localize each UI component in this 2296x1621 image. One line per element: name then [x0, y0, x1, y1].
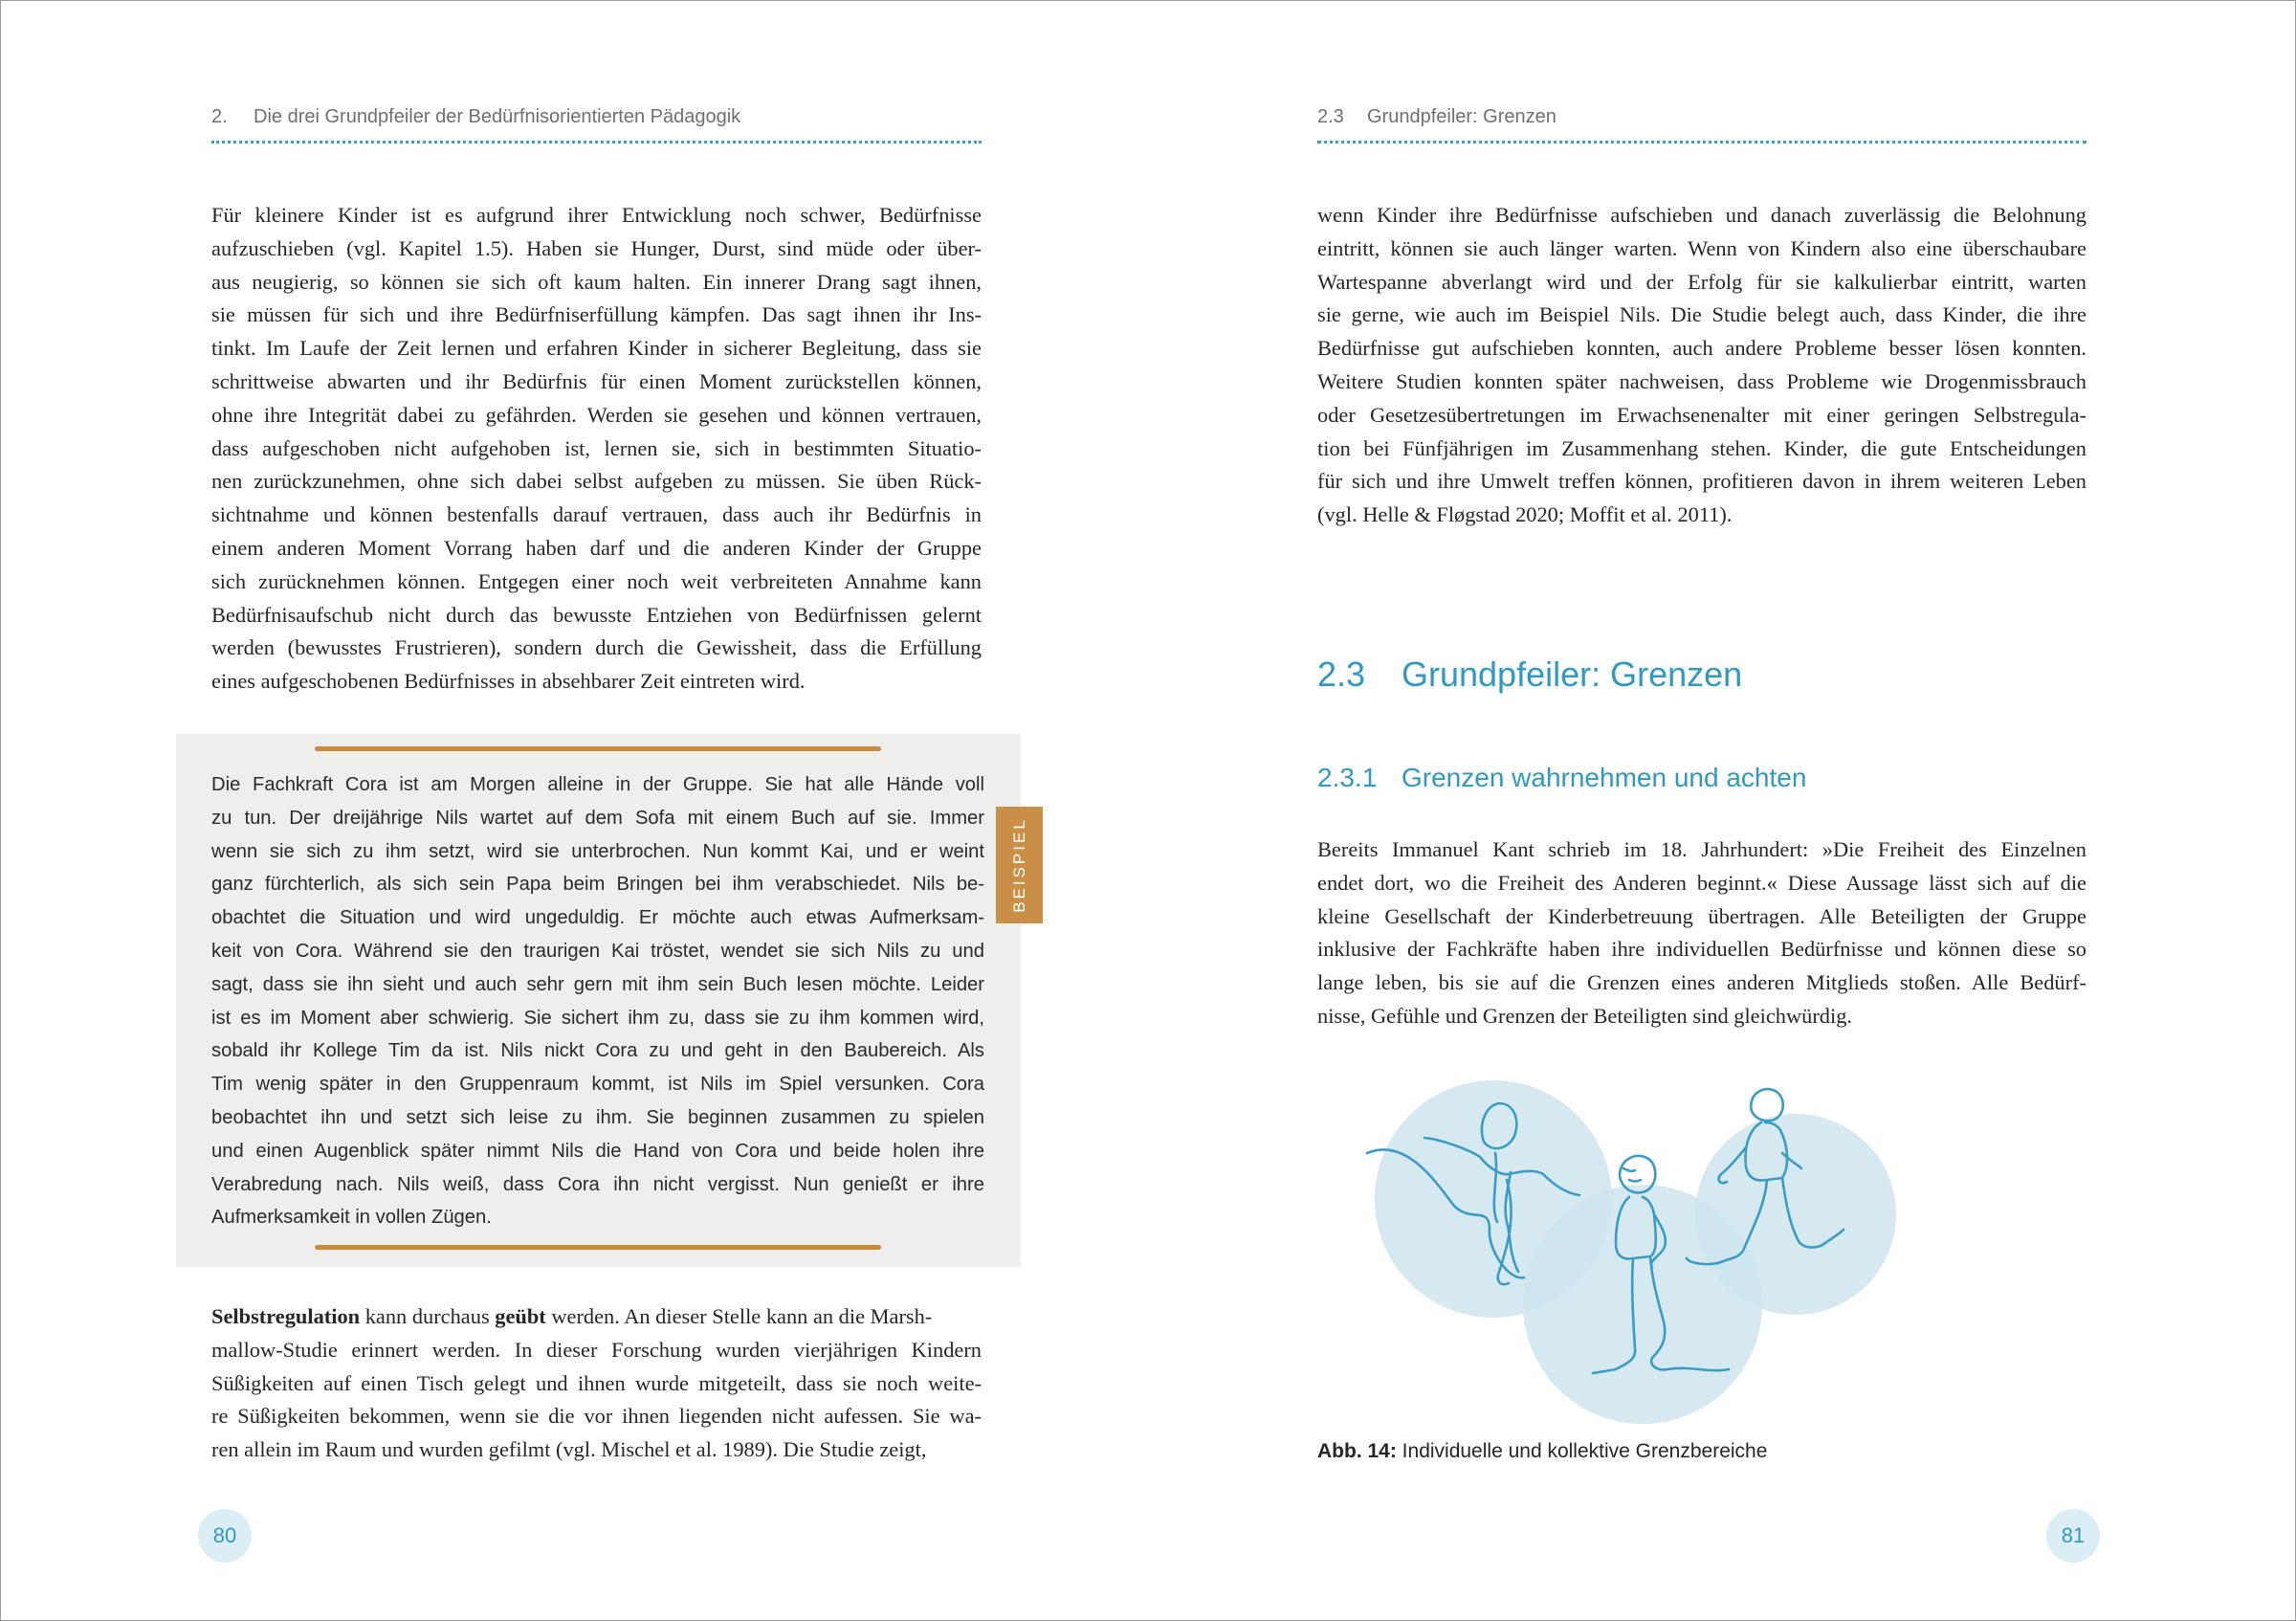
right-page — [1149, 1, 2295, 1620]
text-line: Die Fachkraft Cora ist am Morgen alleine in der Gruppe. Sie hat alle Hände voll — [211, 774, 984, 795]
running-head-title: Die drei Grundpfeiler der Bedürfnisorientierten Pädagogik — [254, 106, 741, 127]
text-line: keit von Cora. Während sie den traurigen Kai tröstet, wendet sie sich Nils zu und — [211, 940, 984, 962]
text-line: ohne ihre Integrität dabei zu gefährden. Werden sie gesehen und können vertrauen, — [211, 402, 982, 427]
text-lines — [1317, 833, 2086, 1033]
text-line: Wartespanne abverlangt wird und der Erfolg für sie kalkulierbar eintritt, warten — [1317, 269, 2086, 294]
text-line: wenn sie sich zu ihm setzt, wird sie unterbrochen. Nun kommt Kai, und er weint — [211, 840, 984, 862]
running-head-number: 2.3 — [1317, 106, 1344, 127]
page-number-text: 80 — [212, 1523, 237, 1547]
body-paragraph — [1317, 199, 2086, 532]
section-title: Grundpfeiler: Grenzen — [1402, 655, 1743, 694]
text-line: Bereits Immanuel Kant schrieb im 18. Jahrhundert: »Die Freiheit des Einzelnen — [1317, 837, 2086, 861]
figure-caption-text: Individuelle und kollektive Grenzbereiche — [1396, 1440, 1768, 1462]
text-line: Aufmerksamkeit in vollen Zügen. — [211, 1207, 492, 1229]
example-tab-label: BEISPIEL — [1009, 817, 1028, 913]
subsection-title: Grenzen wahrnehmen und achten — [1402, 763, 1807, 792]
paragraph-first-line — [211, 1300, 982, 1334]
page-number — [198, 1509, 252, 1563]
left-page — [1, 1, 1148, 1620]
running-head-title: Grundpfeiler: Grenzen — [1367, 106, 1556, 127]
text-line: nen zurückzunehmen, ohne sich dabei selbst aufgeben zu müssen. Sie üben Rück- — [211, 469, 982, 494]
text-lines — [211, 1334, 982, 1467]
text-line: sichtnahme und können bestenfalls darauf vertrauen, dass auch ihr Bedürfnis in — [211, 502, 982, 527]
text-line: tinkt. Im Laufe der Zeit lernen und erfahren Kinder in sicherer Begleitung, dass sie — [211, 336, 982, 361]
text-line: Für kleinere Kinder ist es aufgrund ihrer Entwicklung noch schwer, Bedürfnisse — [211, 203, 982, 227]
text-lines — [1317, 199, 2086, 532]
text-lines — [211, 199, 982, 699]
text-line: aus neugierig, so können sie sich oft kaum halten. Ein innerer Drang sagt ihnen, — [211, 269, 982, 294]
running-head-number: 2. — [211, 106, 228, 127]
text-line: kleine Gesellschaft der Kinderbetreuung übertragen. Alle Beteiligten der Gruppe — [1317, 903, 2086, 928]
text-line: eintritt, können sie auch länger warten. Wenn von Kindern also eine überschaubare — [1317, 235, 2086, 260]
text-line: zu tun. Der dreijährige Nils wartet auf dem Sofa mit einem Buch auf sie. Immer — [211, 807, 984, 829]
body-paragraph-2 — [1317, 833, 2086, 1033]
text-line: ist es im Moment aber schwierig. Sie sichert ihm zu, dass sie zu ihm kommen wird, — [211, 1007, 984, 1029]
text-line: Süßigkeiten auf einen Tisch gelegt und ihnen wurde mitgeteilt, dass sie noch weite- — [211, 1370, 982, 1395]
text-line: sich zurücknehmen können. Entgegen einer noch weit verbreiteten Annahme kann — [211, 568, 982, 593]
text-line: sie gerne, wie auch im Beispiel Nils. Die Studie belegt auch, dass Kinder, die ihre — [1317, 302, 2086, 327]
text-line: inklusive der Fachkräfte haben ihre individuellen Bedürfnisse und können diese so — [1317, 937, 2086, 962]
text-line: endet dort, wo die Freiheit des Anderen beginnt.« Diese Aussage lässt sich auf die — [1317, 870, 2086, 895]
text-line: mallow-Studie erinnert werden. In dieser Forschung wurden vierjährigen Kindern — [211, 1337, 982, 1362]
text-line: sie müssen für sich und ihre Bedürfniserfüllung kämpfen. Das sagt ihnen ihr Ins- — [211, 302, 982, 327]
subsection-number: 2.3.1 — [1317, 763, 1378, 792]
text-line: eines aufgeschobenen Bedürfnisses in absehbarer Zeit eintreten wird. — [211, 669, 806, 694]
text-line: Verabredung nach. Nils weiß, dass Cora ihn nicht vergisst. Nun genießt er ihre — [211, 1173, 984, 1195]
example-text — [211, 768, 984, 1234]
text-line: einem anderen Moment Vorrang haben darf und die anderen Kinder der Gruppe — [211, 535, 982, 560]
page-number — [2046, 1509, 2100, 1563]
body-paragraph-2 — [211, 1300, 982, 1467]
section-heading — [1317, 655, 1742, 695]
example-top-rule — [315, 746, 881, 751]
text-line: nisse, Gefühle und Grenzen der Beteiligten sind gleichwürdig. — [1317, 1003, 1852, 1028]
text-line: tion bei Fünfjährigen im Zusammenhang stehen. Kinder, die gute Entscheidungen — [1317, 435, 2086, 460]
page-number-text: 81 — [2061, 1523, 2086, 1547]
figure-caption — [1317, 1440, 1767, 1463]
text-line: sobald ihr Kollege Tim da ist. Nils nickt Cora zu und geht in den Baubereich. Als — [211, 1040, 984, 1062]
text-line: oder Gesetzesübertretungen im Erwachsenenalter mit einer geringen Selbstregula- — [1317, 402, 2086, 427]
text-fragment: kann durchaus — [360, 1304, 496, 1328]
text-line: (vgl. Helle & Fløgstad 2020; Moffit et al. 2011). — [1317, 502, 1733, 527]
text-line: dass aufgeschoben nicht aufgehoben ist, lernen sie, sich in bestimmten Situatio- — [211, 435, 982, 460]
example-lines — [211, 768, 984, 1234]
text-line: ren allein im Raum und wurden gefilmt (vgl. Mischel et al. 1989). Die Studie zeigt, — [211, 1437, 927, 1462]
body-paragraph — [211, 199, 982, 699]
circle-right — [1695, 1114, 1896, 1315]
example-box — [176, 734, 1021, 1267]
text-line: und einen Augenblick später nimmt Nils die Hand von Cora und beide holen ihre — [211, 1140, 984, 1162]
text-fragment: werden. An dieser Stelle kann an die Marsh- — [545, 1304, 933, 1328]
text-line: schrittweise abwarten und ihr Bedürfnis für einen Moment zurückstellen können, — [211, 368, 982, 393]
example-tab — [996, 807, 1043, 923]
subsection-heading — [1317, 763, 1806, 793]
running-head — [1317, 106, 2086, 144]
text-line: obachtet die Situation und wird ungeduldig. Er möchte auch etwas Aufmerksam- — [211, 907, 984, 929]
text-line: wenn Kinder ihre Bedürfnisse aufschieben und danach zuverlässig die Belohnung — [1317, 203, 2086, 227]
text-line: werden (bewusstes Frustrieren), sondern durch die Gewissheit, dass die Erfüllung — [211, 635, 982, 660]
text-line: Bedürfnisse gut aufschieben konnten, auch andere Probleme besser lösen konnten. — [1317, 336, 2086, 361]
text-line: aufzuschieben (vgl. Kapitel 1.5). Haben sie Hunger, Durst, sind müde oder über- — [211, 235, 982, 260]
text-line: lange leben, bis sie auf die Grenzen eines anderen Mitglieds stoßen. Alle Bedürf- — [1317, 970, 2086, 995]
text-line: sagt, dass sie ihn sieht und auch sehr gern mit ihm sein Buch lesen möchte. Leider — [211, 973, 984, 995]
figure-caption-label: Abb. 14: — [1317, 1440, 1397, 1462]
term-selbstregulation: Selbstregulation — [211, 1304, 361, 1328]
text-line: Tim wenig später in den Gruppenraum kommt, ist Nils im Spiel versunken. Cora — [211, 1074, 984, 1096]
section-number: 2.3 — [1317, 655, 1366, 694]
figure-illustration — [1365, 1061, 2058, 1425]
text-line: beobachtet ihn und setzt sich leise zu ihm. Sie beginnen zusammen zu spielen — [211, 1106, 984, 1128]
running-head — [211, 106, 982, 144]
term-geuebt: geübt — [495, 1304, 546, 1328]
example-bottom-rule — [315, 1245, 881, 1250]
text-line: re Süßigkeiten bekommen, wenn sie die vor ihnen liegenden nicht aufessen. Sie wa- — [211, 1404, 982, 1429]
text-line: ganz fürchterlich, als sich sein Papa beim Bringen bei ihm verabschiedet. Nils be- — [211, 874, 984, 896]
text-line: Bedürfnisaufschub nicht durch das bewusste Entziehen von Bedürfnissen gelernt — [211, 602, 982, 627]
text-line: Weitere Studien konnten später nachweisen, dass Probleme wie Drogenmissbrauch — [1317, 368, 2086, 393]
text-line: für sich und ihre Umwelt treffen können, profitieren davon in ihrem weiteren Leben — [1317, 469, 2086, 494]
